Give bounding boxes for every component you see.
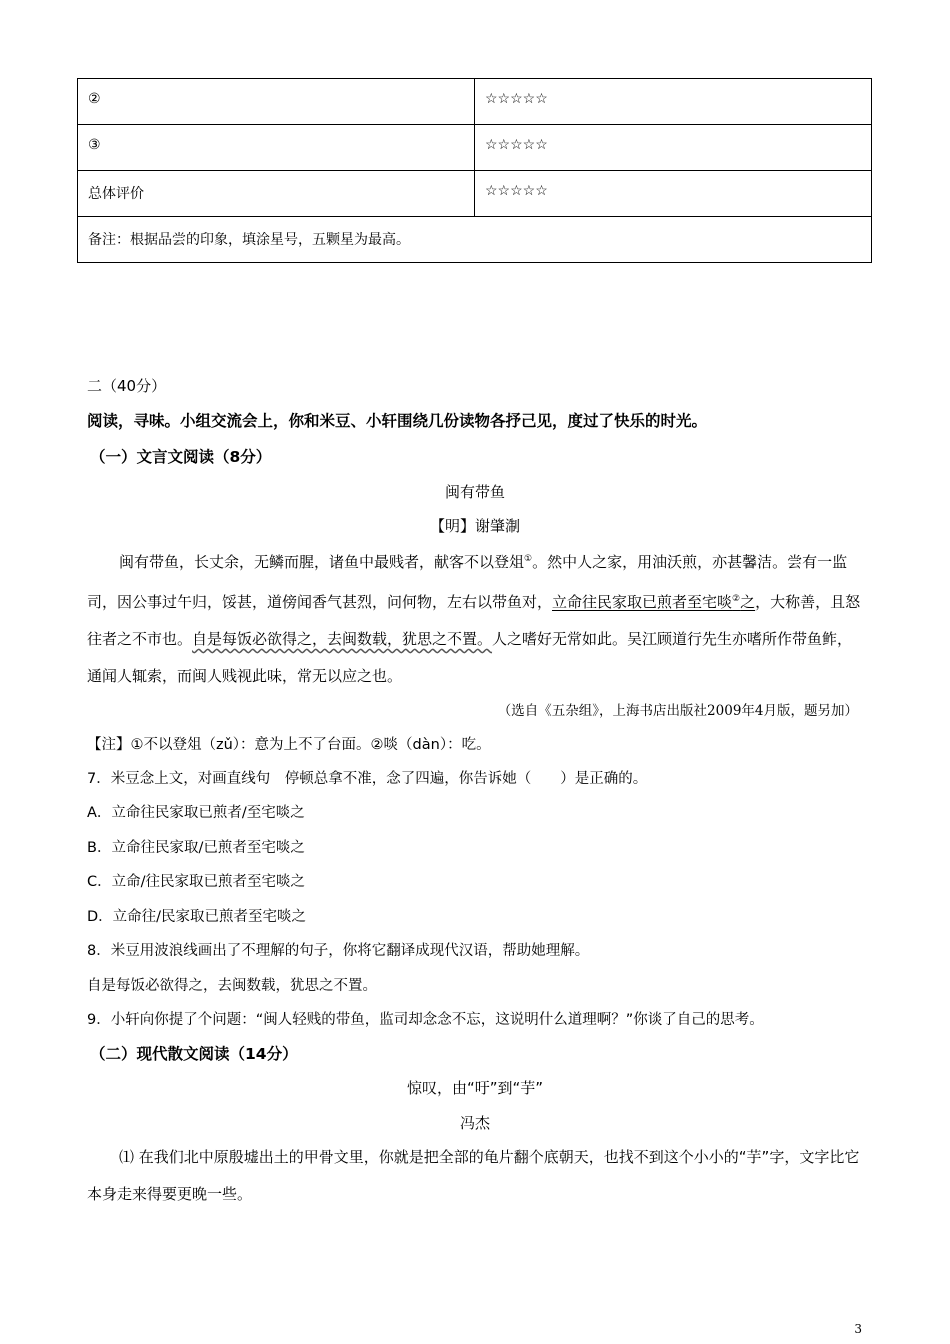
passage1-notes: 【注】①不以登俎（zǔ）：意为上不了台面。②啖（dàn）：吃。	[87, 737, 491, 753]
underlined-sentence	[552, 593, 755, 611]
passage1-body	[87, 541, 867, 695]
option-a: A．立命往民家取已煎者/至宅啖之	[87, 805, 305, 821]
passage-text: 。然中人之家，用油沃煎，亦甚馨洁。尝有一监司，因公事过午归，馁甚，道傍闻香气甚烈，问何物，左右以带鱼对，	[87, 553, 848, 611]
question-8-sentence: 自是每饭必欲得之，去闽数载，犹思之不置。	[87, 978, 377, 994]
footnote-marker: ①	[524, 554, 533, 564]
passage-text: 闽有带鱼，长丈余，无鳞而腥，诸鱼中最贱者，献客不以登俎	[119, 553, 525, 571]
underlined-text: 之	[740, 593, 756, 611]
passage2-author: 冯杰	[459, 1114, 490, 1132]
part1-heading: （一）文言文阅读（8分）	[90, 448, 272, 466]
footnote-marker: ②	[732, 594, 741, 604]
table-cell-item: ③	[78, 125, 475, 171]
wavy-sentence: 自是每饭必欲得之，去闽数载，犹思之不置。	[192, 630, 493, 648]
table-row	[78, 171, 872, 217]
star-rating: ☆☆☆☆☆	[475, 79, 872, 125]
passage-text: ，大称善，且怒往者之不市也。	[87, 593, 861, 648]
passage1-title: 闽有带鱼	[444, 483, 505, 501]
passage2-paragraph-1: ⑴ 在我们北中原殷墟出土的甲骨文里，你就是把全部的龟片翻个底朝天，也找不到这个小小的“芋”字，文字比它本身走来得要更晚一些。	[87, 1148, 860, 1203]
underlined-text: 立命往民家取已煎者至宅啖	[552, 593, 733, 611]
table-row	[78, 79, 872, 125]
section-heading: 二（40分）	[87, 377, 167, 395]
passage1-source: （选自《五杂组》，上海书店出版社2009年4月版，题另加）	[497, 703, 858, 719]
section-intro: 阅读，寻味。小组交流会上，你和米豆、小轩围绕几份读物各抒己见，度过了快乐的时光。	[87, 412, 708, 430]
star-rating: ☆☆☆☆☆	[475, 171, 872, 217]
question-8: 8．米豆用波浪线画出了不理解的句子，你将它翻译成现代汉语，帮助她理解。	[87, 943, 590, 959]
evaluation-table	[77, 78, 872, 263]
part2-heading: （二）现代散文阅读（14分）	[90, 1045, 298, 1063]
option-c: C．立命/往民家取已煎者至宅啖之	[87, 874, 306, 890]
question-9: 9．小轩向你提了个问题：“闽人轻贱的带鱼，监司却念念不忘，这说明什么道理啊？”你谈了自己的思考。	[87, 1012, 764, 1028]
passage-text: 人之嗜好无常如此。吴江顾道行先生亦嗜所作带鱼鲊，通闻人辄索，而闽人贱视此味，常无以应之也。	[87, 630, 853, 685]
table-row	[78, 217, 872, 263]
passage1-author: 【明】谢肇淛	[429, 517, 520, 535]
table-cell-item: 总体评价	[78, 171, 475, 217]
star-rating: ☆☆☆☆☆	[475, 125, 872, 171]
option-d: D．立命往/民家取已煎者至宅啖之	[87, 909, 307, 925]
table-row	[78, 125, 872, 171]
option-b: B．立命往民家取/已煎者至宅啖之	[87, 840, 305, 856]
table-cell-item: ②	[78, 79, 475, 125]
page-number: 3	[854, 1322, 862, 1336]
table-note: 备注：根据品尝的印象，填涂星号，五颗星为最高。	[78, 217, 872, 263]
question-7: 7．米豆念上文，对画直线句 停顿总拿不准，念了四遍，你告诉她（ ）是正确的。	[87, 771, 648, 787]
passage2-title: 惊叹，由“吁”到“芋”	[406, 1079, 544, 1097]
